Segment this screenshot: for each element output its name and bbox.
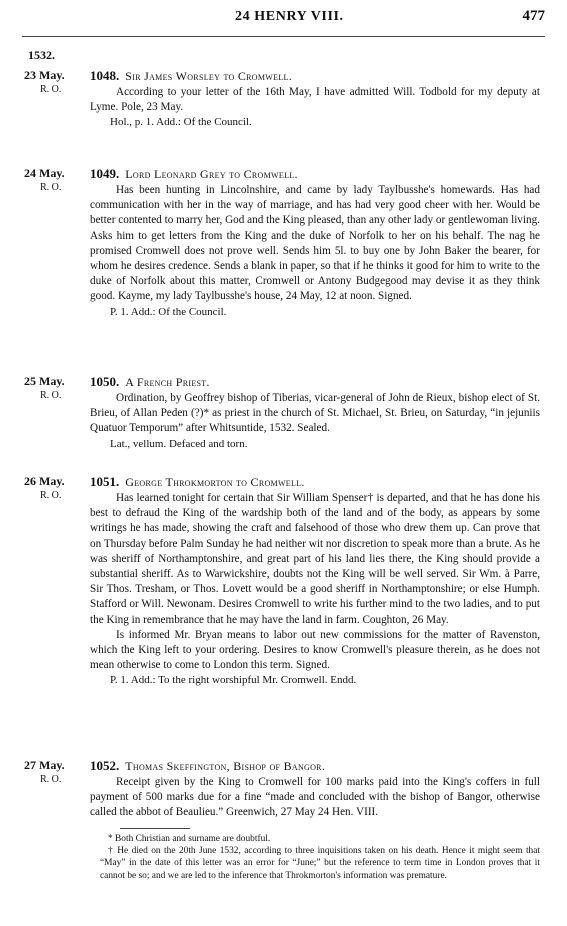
entry-heading: [90, 474, 305, 490]
footnote-rule: [120, 828, 190, 829]
entry-date: 25 May.: [24, 374, 65, 388]
entry-source: R. O.: [40, 490, 62, 501]
entry-source: R. O.: [40, 774, 62, 785]
year-label: 1532.: [28, 48, 55, 62]
entry-title: A French Priest.: [125, 375, 210, 389]
entry-title: Sir James Worsley to Cromwell.: [125, 69, 293, 83]
entry-body: [90, 183, 540, 320]
header-rule: [22, 36, 545, 37]
running-title: 24 HENRY VIII.: [235, 9, 344, 24]
entry-title: Thomas Skeffington, Bishop of Bangor.: [125, 759, 326, 773]
entry-paragraph: Has learned tonight for certain that Sir William Spenser† is departed, and that he has done his best to defraud the King of the wardship both of the land and of the body, as appears by some writings he has made, showing the craft and falsehood of those who drew them up. Can prove that on Thursday before Palm Sunday he had neither wit nor discretion to speak more than a brute. As he was sheriff of Northamptonshire, and great part of his land lies there, the King should provide a substantial sheriff. As to Warwickshire, doubts not the King will be well served. Sir Wm. à Parre, Sir Thos. Tresham, or Thos. Lovett would be a good sheriff in Northamptonshire; or else Humph. Stafford or Will. Newonam. Desires Cromwell to write his further mind to the two ladies, and to put the King in remembrance that he may have the land in farm. Coughton, 26 May.: [90, 492, 540, 626]
entry-number: 1052.: [90, 758, 120, 773]
entry-title: Lord Leonard Grey to Cromwell.: [125, 167, 298, 181]
entry-date: 24 May.: [24, 166, 65, 180]
entry-source: R. O.: [40, 182, 62, 193]
entry-paragraph: According to your letter of the 16th May, I have admitted Will. Todbold for my deputy at Lyme. Pole, 23 May.: [90, 86, 540, 114]
entry-body: [90, 491, 540, 688]
entry-meta: Hol., p. 1. Add.: Of the Council.: [110, 116, 252, 129]
footnote: * Both Christian and surname are doubtful.: [108, 834, 271, 844]
page-number: 477: [522, 8, 545, 24]
entry-heading: [90, 758, 325, 774]
entry-heading: [90, 166, 298, 182]
entry-title: George Throkmorton to Cromwell.: [125, 475, 305, 489]
entry-paragraph: Ordination, by Geoffrey bishop of Tiberias, vicar-general of John de Rieux, bishop elect of St. Brieu, of Allan Peden (?)* as priest in the church of St. Michael, St. Brieu, on Saturday, “in jejuniis Quatuor Temporum” after Whitsuntide, 1532. Sealed.: [90, 392, 540, 435]
entry-date: 26 May.: [24, 474, 65, 488]
entry-paragraph: Is informed Mr. Bryan means to labor out new commissions for the matter of Ravenston, which the King left to your ordering. Desires to know Cromwell's pleasure therein, as he does not mean otherwise to come to London this term. Signed.: [90, 628, 540, 672]
entry-meta: P. 1. Add.: To the right worshipful Mr. Cromwell. Endd.: [110, 674, 357, 687]
entry-heading: [90, 68, 292, 84]
entry-number: 1051.: [90, 474, 120, 489]
entry-date: 27 May.: [24, 758, 65, 772]
entry-meta: Lat., vellum. Defaced and torn.: [110, 437, 248, 450]
entry-source: R. O.: [40, 84, 62, 95]
entry-number: 1049.: [90, 166, 120, 181]
entry-number: 1048.: [90, 68, 120, 83]
entry-date: 23 May.: [24, 68, 65, 82]
footnote: † He died on the 20th June 1532, according to three inquisitions taken on his death. Hence it might seem that “May” in the date of this letter was an error for “June;” but the reference to term time in London proves that it cannot be so; and we are led to the inference that Throkmorton's information was premature.: [100, 846, 540, 881]
entry-body: [90, 391, 540, 452]
entry-meta: P. 1. Add.: Of the Council.: [110, 305, 227, 318]
entry-heading: [90, 374, 210, 390]
entry-source: R. O.: [40, 390, 62, 401]
entry-paragraph: Has been hunting in Lincolnshire, and came by lady Taylbusshe's homewards. Has had communication with her in the way of marriage, and has had very good cheer with her. Would be better contented to marry her, God and the King pleased, than any other lady or gentlewoman living. Asks him to get letters from the King and the duke of Norfolk to her on his behalf. The nag he promised Cromwell does not prove well. Sends him 5l. to buy one by John Baker the bearer, for whom he desires credence. Sends a blank in paper, so that if he thinks it good for him to write to the duke of Norfolk about this matter, Cromwell or Antony Budgegood may devise it as they think good. Kayme, my lady Taylbusshe's house, 24 May, 12 at noon. Signed.: [90, 184, 540, 303]
entry-number: 1050.: [90, 374, 120, 389]
running-header: [0, 8, 567, 30]
entry-paragraph: Receipt given by the King to Cromwell for 100 marks paid into the King's coffers in full payment of 500 marks due for a fine “made and concluded with the bishop of Bangor, otherwise called the abbot of Beaulieu.” Greenwich, 27 May 24 Hen. VIII.: [90, 776, 540, 819]
entry-body: [90, 85, 540, 130]
footnotes: [100, 833, 540, 882]
entry-body: [90, 775, 540, 821]
